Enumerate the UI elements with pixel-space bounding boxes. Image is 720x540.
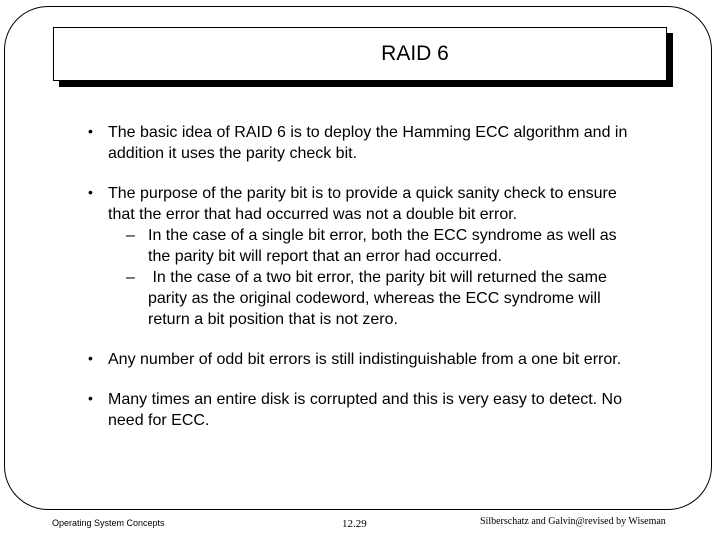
dash-icon: – <box>126 269 135 286</box>
bullet-item <box>88 349 628 370</box>
bullet-text: Many times an entire disk is corrupted and this is very easy to detect. No need for ECC. <box>108 391 623 429</box>
title-box <box>53 27 667 81</box>
bullet-dot-icon: • <box>88 123 93 139</box>
bullet-text: Any number of odd bit errors is still indistinguishable from a one bit error. <box>108 351 622 368</box>
sub-bullet-item <box>108 267 628 330</box>
sub-bullet-item <box>108 225 628 267</box>
bullet-dot-icon: • <box>88 184 93 200</box>
bullet-text: The purpose of the parity bit is to provide a quick sanity check to ensure that the error that had occurred was not a double bit error. <box>108 185 617 223</box>
bullet-item <box>88 389 628 431</box>
bullet-item <box>88 122 628 164</box>
slide-content <box>88 122 628 450</box>
footer-credits: Silberschatz and Galvin@revised by Wiseman <box>480 516 666 527</box>
footer-course-title: Operating System Concepts <box>52 518 165 528</box>
slide-title: RAID 6 <box>381 42 449 65</box>
bullet-dot-icon: • <box>88 350 93 366</box>
sub-bullet-text: In the case of a single bit error, both the ECC syndrome as well as the parity bit will report that an error had occurred. <box>148 227 617 265</box>
sub-bullet-text: In the case of a two bit error, the parity bit will returned the same parity as the original codeword, whereas the ECC syndrome will return a bit position that is not zero. <box>148 269 612 328</box>
footer-page-number: 12.29 <box>342 518 367 530</box>
dash-icon: – <box>126 227 135 244</box>
bullet-item <box>88 183 628 330</box>
bullet-text: The basic idea of RAID 6 is to deploy the Hamming ECC algorithm and in addition it uses the parity check bit. <box>108 124 628 162</box>
sub-bullet-list <box>108 225 628 330</box>
bullet-dot-icon: • <box>88 390 93 406</box>
